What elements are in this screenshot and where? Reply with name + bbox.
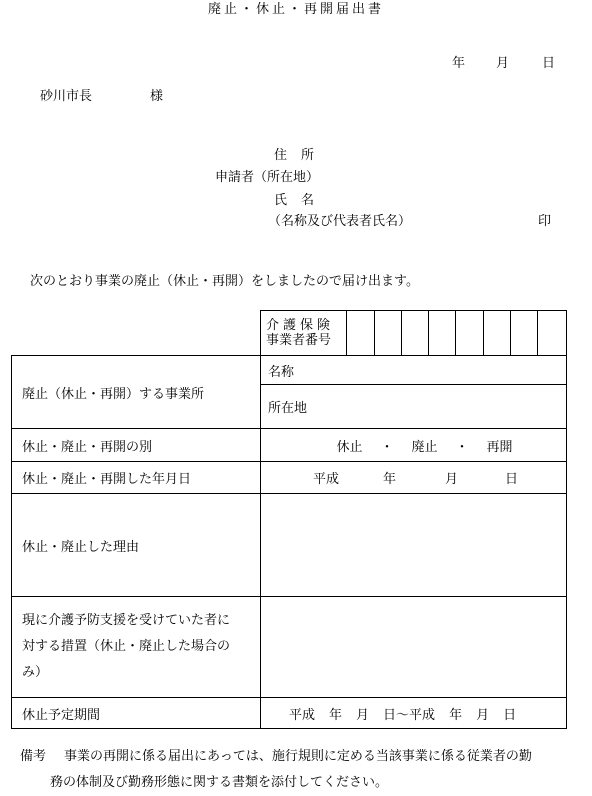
date-line xyxy=(452,56,555,72)
type-option-abolish[interactable]: 廃止 xyxy=(411,439,438,455)
seal-label: 印 xyxy=(538,214,552,229)
date-year-label: 年 xyxy=(452,56,466,71)
table-line xyxy=(11,355,12,729)
period-part: 月 xyxy=(476,707,490,723)
measures-field[interactable] xyxy=(261,597,566,697)
applicant-label: 申請者（所在地） xyxy=(215,170,320,185)
reason-field[interactable] xyxy=(261,494,566,596)
type-separator: ・ xyxy=(455,439,469,455)
insurer-number-digit[interactable] xyxy=(484,311,510,355)
date-year-unit: 年 xyxy=(383,472,397,487)
insurer-number-label-line1: 介護保険 xyxy=(266,318,335,333)
insurer-number-digit[interactable] xyxy=(347,311,374,355)
form-title: 廃止・休止・再開届出書 xyxy=(207,2,384,17)
insurer-number-label xyxy=(266,316,346,350)
measures-label xyxy=(22,597,230,697)
addressee xyxy=(40,89,163,105)
period-part: 年 xyxy=(449,707,463,723)
type-separator: ・ xyxy=(380,439,394,455)
insurer-number-digit[interactable] xyxy=(429,311,455,355)
measures-label-line3: み） xyxy=(22,665,49,680)
date-row-value[interactable] xyxy=(261,462,566,493)
insurer-number-digit[interactable] xyxy=(402,311,428,355)
insurer-number-label-line2: 事業者番号 xyxy=(266,333,332,348)
date-month-label: 月 xyxy=(496,56,510,71)
addressee-honorific: 様 xyxy=(150,89,164,104)
type-option-resume[interactable]: 再開 xyxy=(486,439,513,455)
date-row-label: 休止・廃止・再開した年月日 xyxy=(22,472,192,487)
period-part: 平成 xyxy=(289,707,316,723)
table-line xyxy=(260,310,261,355)
table-line xyxy=(11,728,567,729)
date-era: 平成 xyxy=(313,472,340,487)
table-line xyxy=(566,310,567,728)
addressee-name: 砂川市長 xyxy=(40,89,93,104)
note-head: 備考 xyxy=(20,749,47,764)
facility-name-label: 名称 xyxy=(268,364,295,380)
facility-label: 廃止（休止・再開）する事業所 xyxy=(22,386,205,402)
insurer-number-digit[interactable] xyxy=(456,311,483,355)
type-label: 休止・廃止・再開の別 xyxy=(22,439,153,455)
applicant-address-label: 住所 xyxy=(274,148,329,163)
type-options[interactable] xyxy=(261,429,566,461)
reason-label: 休止・廃止した理由 xyxy=(22,539,140,555)
note-line2: 務の体制及び勤務形態に関する書類を添付してください。 xyxy=(50,775,389,790)
period-part: 月 xyxy=(356,707,370,723)
period-value[interactable] xyxy=(261,698,566,728)
period-part: 日～平成 xyxy=(383,707,436,723)
intro-text: 次のとおり事業の廃止（休止・再開）をしましたので届け出ます。 xyxy=(30,274,419,289)
measures-label-line1: 現に介護予防支援を受けていた者に xyxy=(22,613,231,628)
applicant-name-label: 氏名 xyxy=(274,193,329,208)
type-option-suspend[interactable]: 休止 xyxy=(336,439,363,455)
date-month-unit: 月 xyxy=(445,472,459,487)
insurer-number-digit[interactable] xyxy=(511,311,537,355)
date-day-unit: 日 xyxy=(505,472,519,487)
period-part: 年 xyxy=(329,707,343,723)
measures-label-line2: 対する措置（休止・廃止した場合の xyxy=(22,639,231,654)
period-label: 休止予定期間 xyxy=(22,707,101,723)
note xyxy=(20,744,572,796)
applicant-name-note: （名称及び代表者氏名） xyxy=(268,214,412,229)
facility-location-label: 所在地 xyxy=(268,401,308,416)
insurer-number-digit[interactable] xyxy=(538,311,566,355)
period-part: 日 xyxy=(503,707,517,723)
note-line1: 事業の再開に係る届出にあっては、施行規則に定める当該事業に係る従業者の勤 xyxy=(64,749,532,764)
insurer-number-digit[interactable] xyxy=(375,311,401,355)
date-day-label: 日 xyxy=(542,56,556,71)
